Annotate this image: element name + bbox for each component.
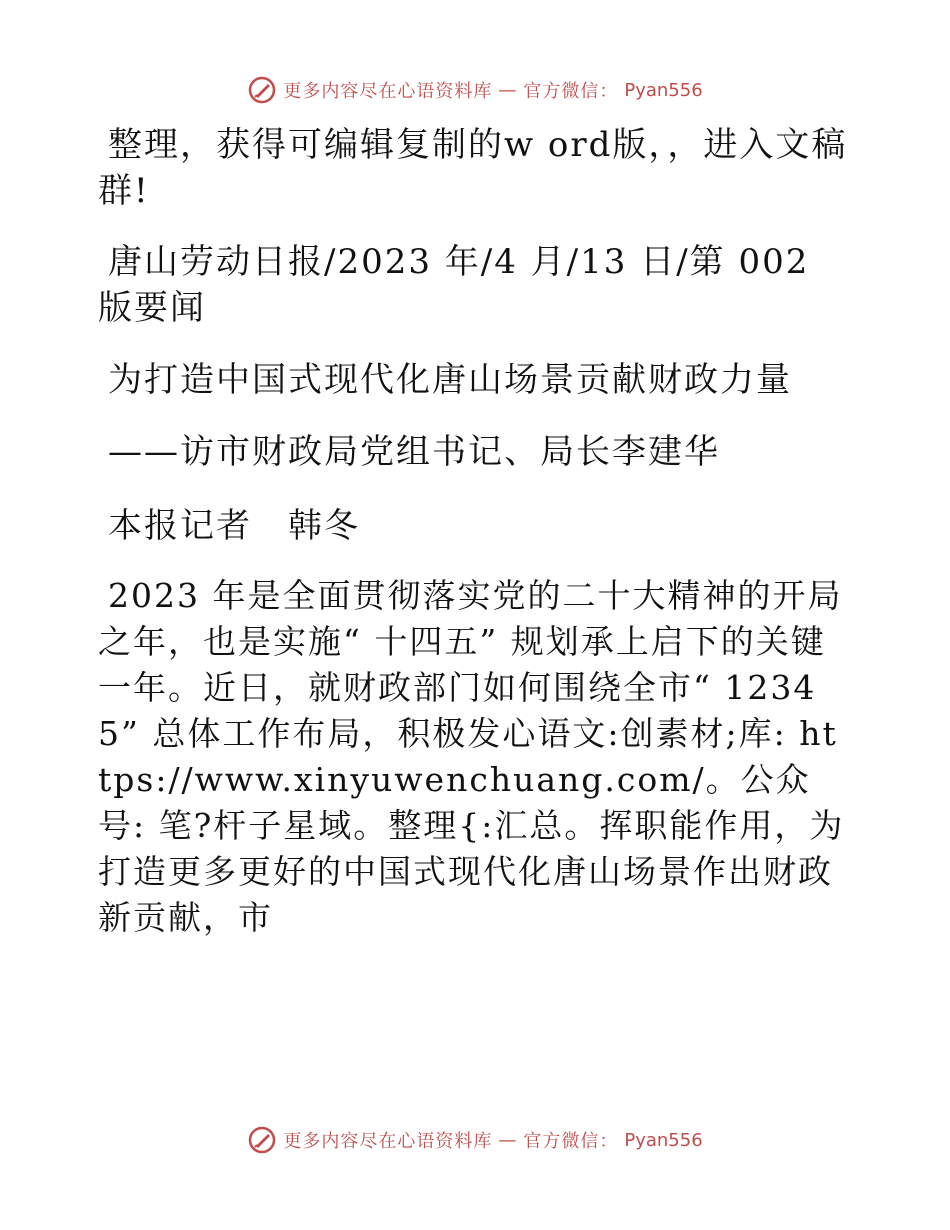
watermark-text: 更多内容尽在心语资料库	[283, 81, 493, 102]
watermark-separator: —	[498, 79, 518, 101]
watermark-banner	[247, 75, 702, 105]
header-watermark	[0, 72, 950, 108]
byline: 本报记者 韩冬	[108, 506, 360, 546]
intro-paragraph: 整理，获得可编辑复制的w ord版，，进入文稿群!	[98, 125, 848, 211]
quill-pen-logo-icon	[247, 1125, 277, 1155]
watermark-separator: —	[498, 1129, 518, 1151]
document-body	[98, 122, 848, 941]
quill-pen-logo-icon	[247, 75, 277, 105]
headline: 为打造中国式现代化唐山场景贡献财政力量	[108, 360, 792, 400]
watermark-handle: Pyan556	[624, 1129, 703, 1151]
body-paragraph: 2023 年是全面贯彻落实党的二十大精神的开局之年，也是实施“ 十四五” 规划承上启下的关键一年。近日，就财政部门如何围绕全市“ 12345” 总体工作布局，积极发心语文:创素材;库: https://www.xinyuwenchuang.com/。公众号: 笔?杆子星域。整理{:汇总。挥职能作用，为打造更多更好的中国式现代化唐山场景作出财政新贡献，市	[98, 576, 845, 937]
watermark-banner	[247, 1125, 702, 1155]
watermark-suffix: 官方微信：	[523, 81, 619, 102]
watermark-text: 更多内容尽在心语资料库	[283, 1131, 493, 1152]
source-line: 唐山劳动日报/2023 年/4 月/13 日/第 002 版要闻	[98, 242, 810, 328]
subheadline: ——访市财政局党组书记、局长李建华	[108, 432, 720, 472]
footer-watermark	[0, 1122, 950, 1158]
watermark-suffix: 官方微信：	[523, 1131, 619, 1152]
watermark-handle: Pyan556	[624, 79, 703, 101]
